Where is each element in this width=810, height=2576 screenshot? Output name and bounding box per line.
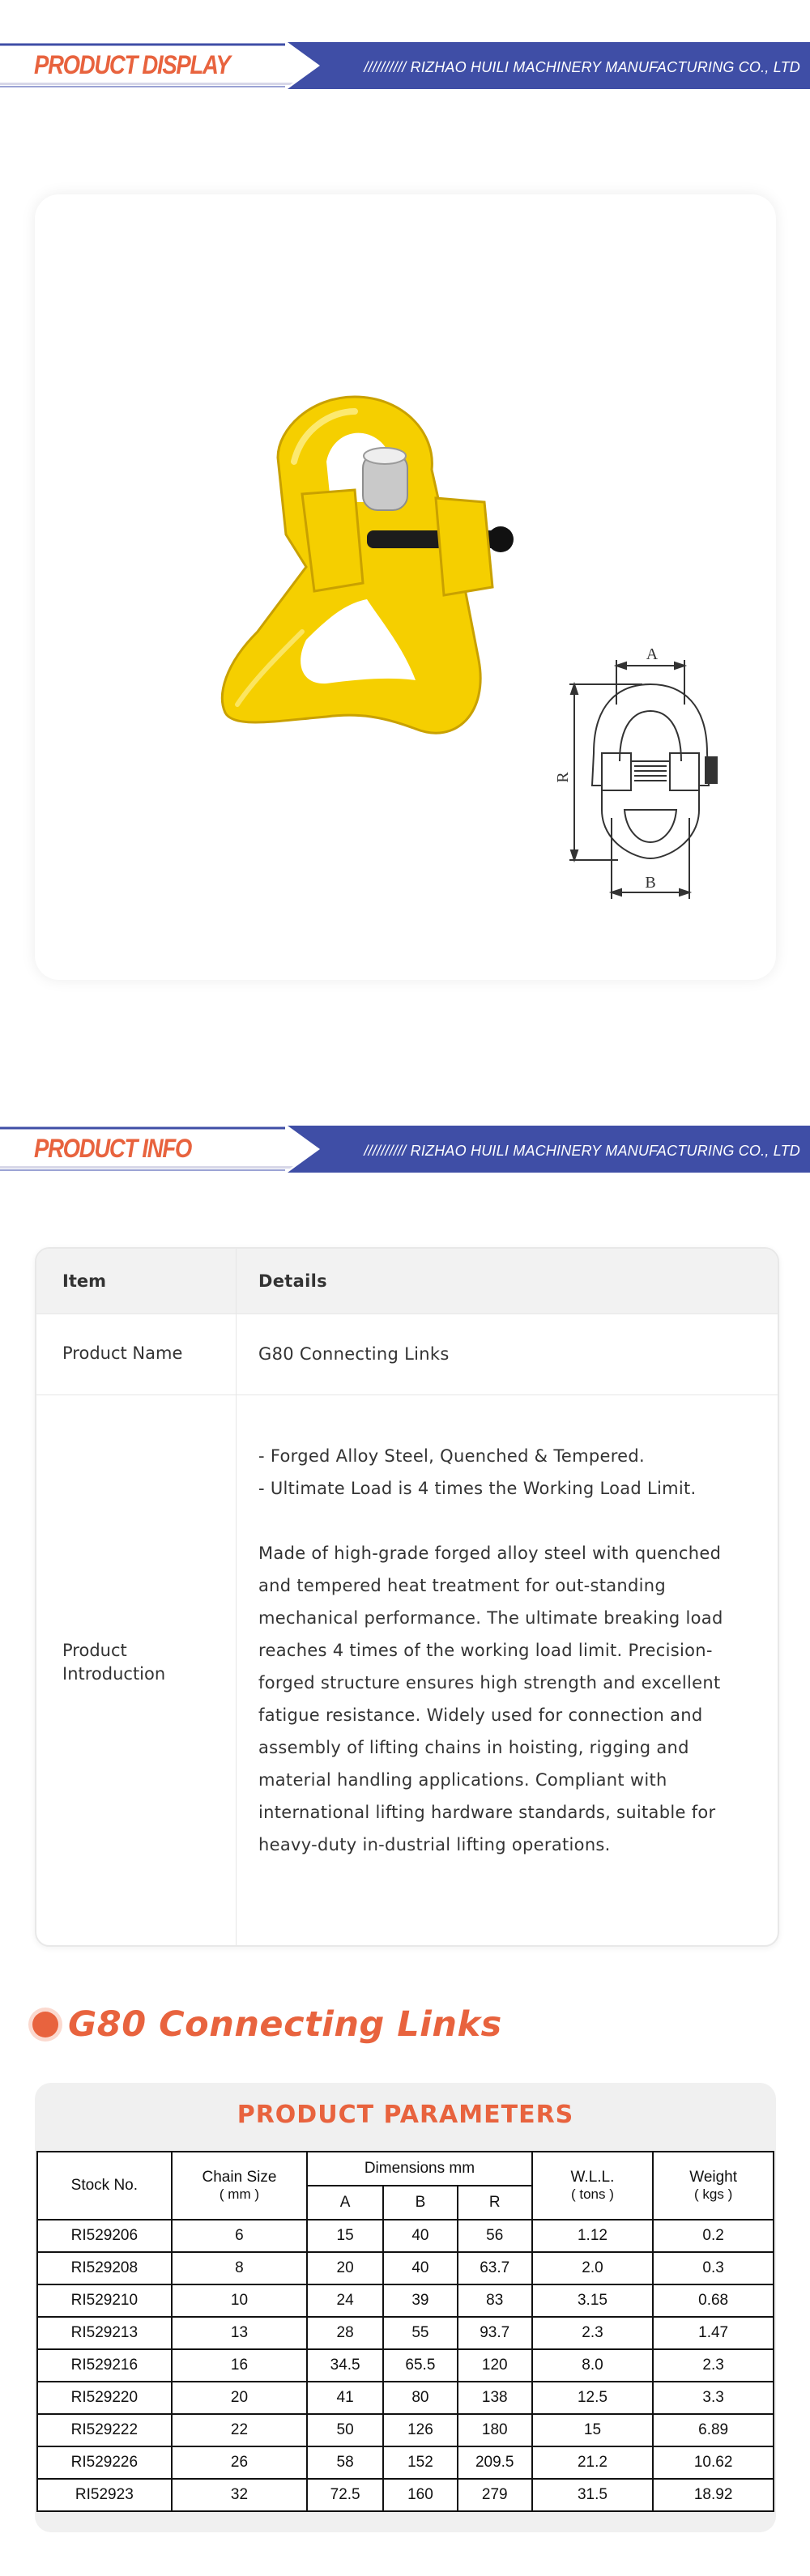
cell-dim-r: 209.5 — [458, 2446, 532, 2479]
chain-size-label: Chain Size — [202, 2169, 277, 2186]
product-image — [35, 194, 776, 980]
cell-dim-b: 160 — [383, 2479, 458, 2511]
cell-dim-a: 20 — [307, 2252, 383, 2284]
col-weight — [653, 2152, 774, 2220]
cell-weight: 6.89 — [653, 2414, 774, 2446]
cell-dim-a: 58 — [307, 2446, 383, 2479]
table-row — [37, 2414, 774, 2446]
cell-weight: 0.68 — [653, 2284, 774, 2317]
table-row — [37, 2479, 774, 2511]
cell-wll: 8.0 — [532, 2349, 654, 2382]
cell-dim-b: 152 — [383, 2446, 458, 2479]
cell-dim-a: 28 — [307, 2317, 383, 2349]
cell-wll: 2.0 — [532, 2252, 654, 2284]
product-introduction-bullet-2: - Ultimate Load is 4 times the Working Load Limit. — [258, 1479, 697, 1498]
cell-dim-r: 120 — [458, 2349, 532, 2382]
cell-weight: 18.92 — [653, 2479, 774, 2511]
company-name: ////////// RIZHAO HUILI MACHINERY MANUFACTURING CO., LTD — [364, 1143, 800, 1159]
info-row-product-name — [36, 1314, 778, 1395]
chain-size-unit: ( mm ) — [219, 2186, 259, 2202]
cell-dim-r: 138 — [458, 2382, 532, 2414]
cell-wll: 21.2 — [532, 2446, 654, 2479]
bullet-dot-icon — [32, 2012, 58, 2037]
cell-chain-size: 22 — [172, 2414, 308, 2446]
product-info-title: PRODUCT INFO — [34, 1134, 191, 1163]
product-introduction-bullet-1: - Forged Alloy Steel, Quenched & Tempered. — [258, 1446, 646, 1466]
table-row — [37, 2382, 774, 2414]
cell-wll: 31.5 — [532, 2479, 654, 2511]
diagram-label-a: A — [646, 645, 659, 663]
cell-dim-b: 65.5 — [383, 2349, 458, 2382]
cell-wll: 2.3 — [532, 2317, 654, 2349]
cell-stock-no: RI529222 — [37, 2414, 172, 2446]
info-table-header — [36, 1249, 778, 1314]
cell-stock-no: RI529206 — [37, 2220, 172, 2252]
cell-chain-size: 26 — [172, 2446, 308, 2479]
wll-label: W.L.L. — [570, 2169, 615, 2186]
cell-dim-a: 41 — [307, 2382, 383, 2414]
cell-chain-size: 32 — [172, 2479, 308, 2511]
product-introduction-paragraph: Made of high-grade forged alloy steel with quenched and tempered heat treatment for out-standing mechanical performance. The ultimate breaking load reaches 4 times of the working load limit. Precision-forged structure ensures high strength and excellent fatigue resistance. Widely used for connection and assembly of lifting chains in hoisting, rigging and material handling applications. Compliant with international lifting hardware standards, suitable for heavy-duty in-dustrial lifting operations. — [258, 1543, 723, 1854]
cell-dim-a: 72.5 — [307, 2479, 383, 2511]
product-info-table — [35, 1247, 779, 1947]
cell-stock-no: RI529216 — [37, 2349, 172, 2382]
cell-dim-a: 15 — [307, 2220, 383, 2252]
cell-stock-no: RI529210 — [37, 2284, 172, 2317]
cell-dim-r: 279 — [458, 2479, 532, 2511]
cell-chain-size: 10 — [172, 2284, 308, 2317]
cell-wll: 15 — [532, 2414, 654, 2446]
table-row — [37, 2252, 774, 2284]
table-row — [37, 2284, 774, 2317]
company-name: ////////// RIZHAO HUILI MACHINERY MANUFACTURING CO., LTD — [364, 59, 800, 75]
cell-dim-a: 34.5 — [307, 2349, 383, 2382]
cell-weight: 0.2 — [653, 2220, 774, 2252]
cell-dim-b: 40 — [383, 2220, 458, 2252]
diagram-label-r: R — [554, 772, 572, 783]
cell-dim-r: 56 — [458, 2220, 532, 2252]
col-stock-no: Stock No. — [37, 2152, 172, 2220]
weight-label: Weight — [689, 2169, 738, 2186]
col-chain-size — [172, 2152, 308, 2220]
header-item: Item — [62, 1271, 106, 1291]
cell-dim-b: 55 — [383, 2317, 458, 2349]
col-dimensions: Dimensions mm — [307, 2152, 531, 2186]
cell-stock-no: RI52923 — [37, 2479, 172, 2511]
cell-dim-a: 24 — [307, 2284, 383, 2317]
cell-wll: 3.15 — [532, 2284, 654, 2317]
cell-wll: 12.5 — [532, 2382, 654, 2414]
diagram-label-b: B — [645, 874, 656, 892]
col-dim-a: A — [307, 2186, 383, 2220]
table-row — [37, 2220, 774, 2252]
product-display-card — [35, 194, 776, 980]
product-display-banner — [0, 42, 810, 89]
connecting-link-photo — [222, 397, 514, 733]
cell-weight: 1.47 — [653, 2317, 774, 2349]
cell-wll: 1.12 — [532, 2220, 654, 2252]
product-introduction-label: Product Introduction — [62, 1641, 166, 1684]
cell-stock-no: RI529208 — [37, 2252, 172, 2284]
cell-dim-r: 83 — [458, 2284, 532, 2317]
product-name-value: G80 Connecting Links — [258, 1344, 450, 1364]
cell-stock-no: RI529226 — [37, 2446, 172, 2479]
product-name-label: Product Name — [62, 1343, 183, 1363]
cell-dim-b: 126 — [383, 2414, 458, 2446]
cell-chain-size: 13 — [172, 2317, 308, 2349]
cell-dim-b: 80 — [383, 2382, 458, 2414]
product-info-banner — [0, 1126, 810, 1173]
cell-dim-r: 63.7 — [458, 2252, 532, 2284]
header-details: Details — [258, 1271, 327, 1291]
cell-chain-size: 8 — [172, 2252, 308, 2284]
col-dim-b: B — [383, 2186, 458, 2220]
parameters-table-body — [37, 2220, 774, 2511]
product-parameters-card — [35, 2083, 776, 2532]
cell-stock-no: RI529213 — [37, 2317, 172, 2349]
cell-dim-b: 40 — [383, 2252, 458, 2284]
cell-dim-b: 39 — [383, 2284, 458, 2317]
info-table-divider — [236, 1249, 237, 1945]
cell-weight: 0.3 — [653, 2252, 774, 2284]
parameters-title: PRODUCT PARAMETERS — [237, 2101, 574, 2129]
wll-unit: ( tons ) — [571, 2186, 614, 2202]
col-dim-r: R — [458, 2186, 532, 2220]
cell-dim-r: 93.7 — [458, 2317, 532, 2349]
cell-stock-no: RI529220 — [37, 2382, 172, 2414]
product-display-title: PRODUCT DISPLAY — [34, 50, 230, 79]
cell-weight: 2.3 — [653, 2349, 774, 2382]
table-row — [37, 2446, 774, 2479]
cell-chain-size: 6 — [172, 2220, 308, 2252]
cell-chain-size: 16 — [172, 2349, 308, 2382]
col-wll — [532, 2152, 654, 2220]
table-row — [37, 2317, 774, 2349]
dimension-diagram — [569, 660, 717, 899]
parameters-table — [36, 2151, 774, 2512]
product-heading-text: G80 Connecting Links — [68, 2004, 502, 2045]
cell-dim-r: 180 — [458, 2414, 532, 2446]
weight-unit: ( kgs ) — [694, 2186, 733, 2202]
table-row — [37, 2349, 774, 2382]
cell-chain-size: 20 — [172, 2382, 308, 2414]
cell-weight: 3.3 — [653, 2382, 774, 2414]
cell-weight: 10.62 — [653, 2446, 774, 2479]
cell-dim-a: 50 — [307, 2414, 383, 2446]
info-row-product-introduction — [36, 1394, 778, 1944]
